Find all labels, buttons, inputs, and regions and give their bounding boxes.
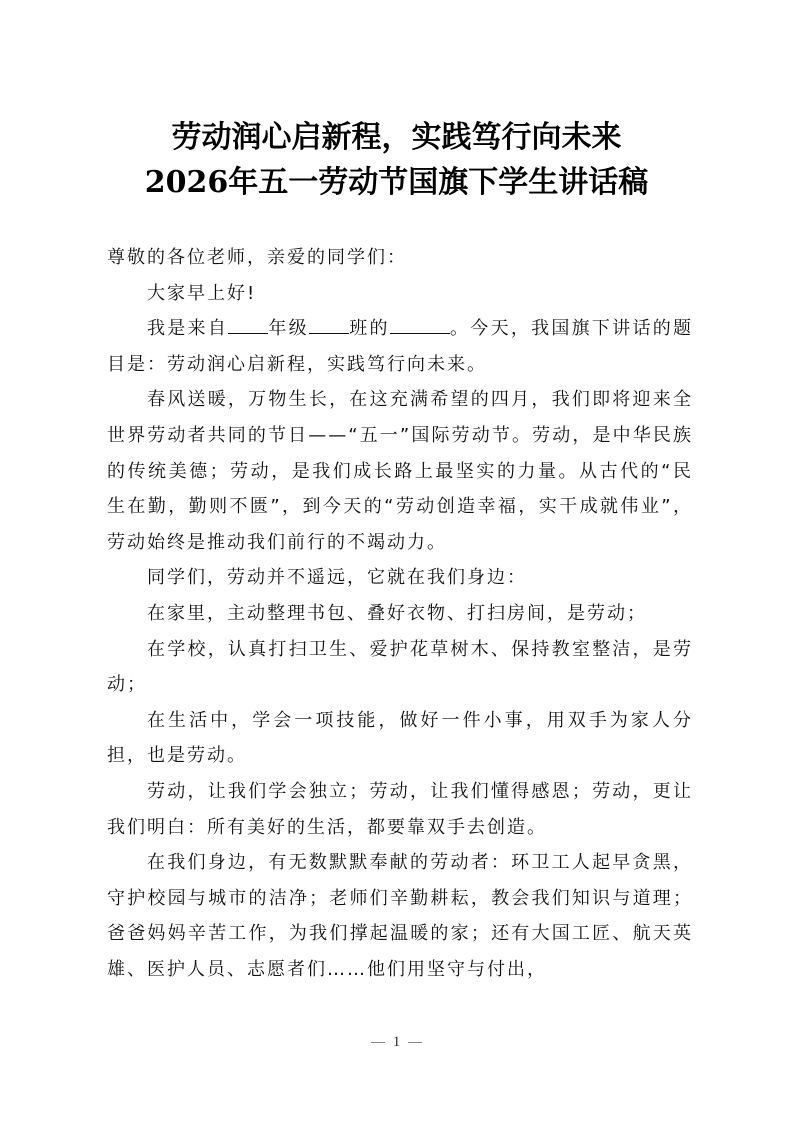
title-line-2: 2026年五一劳动节国旗下学生讲话稿 <box>144 165 649 200</box>
intro-text-4: 。今天，我国旗下讲话的题目是：劳动润心启新程，实践笃行向未来。 <box>107 318 694 375</box>
paragraph: 在学校，认真打扫卫生、爱护花草树木、保持教室整洁，是劳动； <box>107 638 693 696</box>
page-number: 1 <box>392 1034 401 1050</box>
paragraph: 在我们身边，有无数默默奉献的劳动者：环卫工人起早贪黑，守护校园与城市的洁净；老师们辛勤耕耘，教会我们知识与道理；爸爸妈妈辛苦工作，为我们撑起温暖的家；还有大国工匠、航天英雄、医护人员、志愿者们……他们用坚守与付出， <box>107 852 693 980</box>
salutation: 尊敬的各位老师，亲爱的同学们： <box>107 247 407 268</box>
dash-left <box>371 1042 385 1043</box>
paragraph: 在家里，主动整理书包、叠好衣物、打扫房间，是劳动； <box>147 602 647 624</box>
intro-paragraph <box>107 311 693 382</box>
speech-body <box>107 240 693 987</box>
class-blank <box>309 315 349 334</box>
paragraph: 在生活中，学会一项技能，做好一件小事，用双手为家人分担，也是劳动。 <box>107 709 693 767</box>
title-line-1: 劳动润心启新程，实践笃行向未来 <box>171 120 622 155</box>
name-blank <box>390 315 450 334</box>
paragraph: 同学们，劳动并不遥远，它就在我们身边： <box>147 567 527 589</box>
intro-text-3: 班的 <box>348 318 390 340</box>
greeting: 大家早上好! <box>147 282 257 304</box>
paragraph: 劳动，让我们学会独立；劳动，让我们懂得感恩；劳动，更让我们明白：所有美好的生活，都要靠双手去创造。 <box>107 780 693 838</box>
dash-right <box>408 1042 422 1043</box>
grade-blank <box>228 315 268 334</box>
intro-text-2: 年级 <box>268 318 309 340</box>
intro-text-1: 我是来自 <box>147 318 229 340</box>
paragraph: 春风送暖，万物生长，在这充满希望的四月，我们即将迎来全世界劳动者共同的节日——“五一”国际劳动节。劳动，是中华民族的传统美德；劳动，是我们成长路上最坚实的力量。从古代的“民生在勤，勤则不匮”，到今天的“劳动创造幸福，实干成就伟业”，劳动始终是推动我们前行的不竭动力。 <box>107 389 693 553</box>
page-footer <box>0 1034 793 1051</box>
